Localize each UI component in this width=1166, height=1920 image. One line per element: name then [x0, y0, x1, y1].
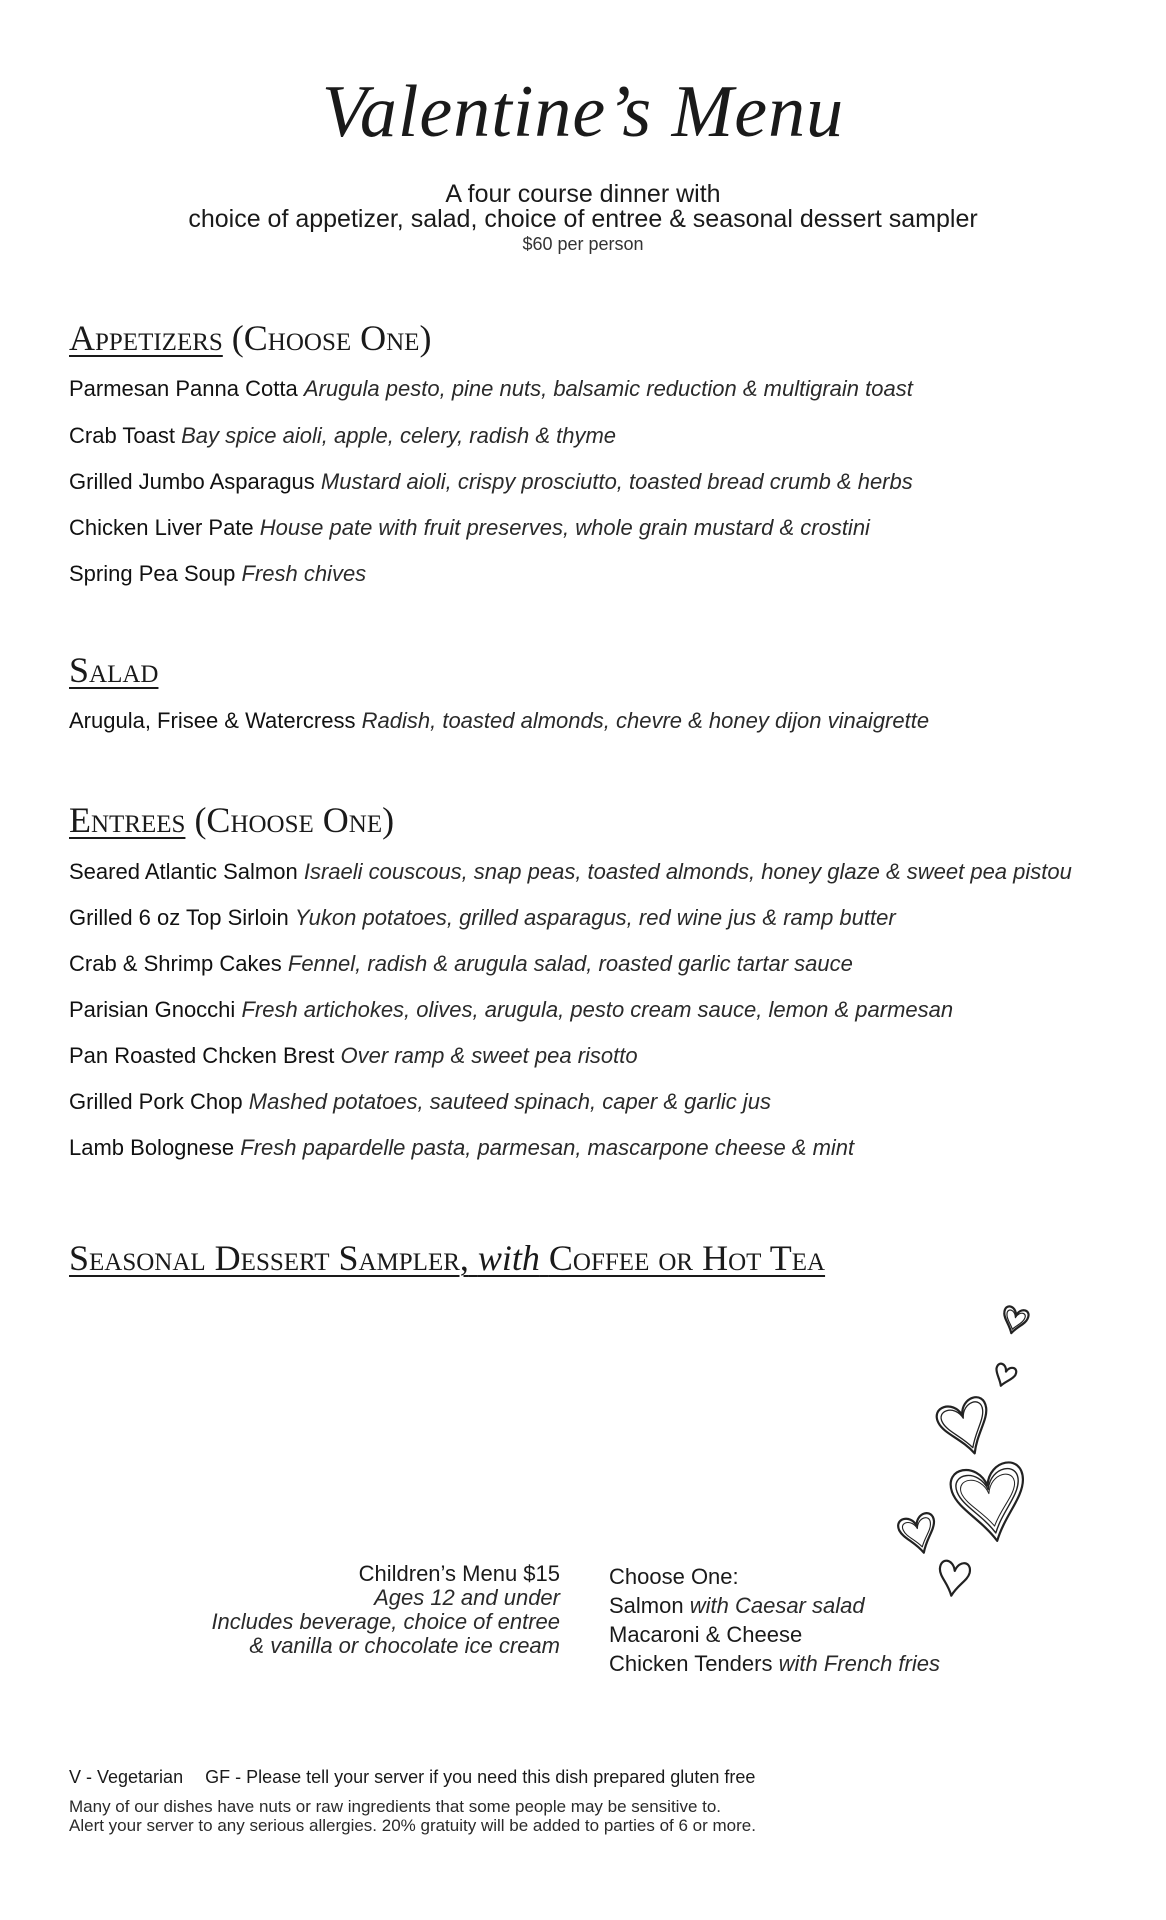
- item-name: Pan Roasted Chcken Brest: [69, 1043, 335, 1068]
- item-description: Mashed potatoes, sauteed spinach, caper & garlic jus: [248, 1089, 771, 1114]
- childrens-menu-info: [211, 1562, 560, 1658]
- item-description: Bay spice aioli, apple, celery, radish & thyme: [181, 423, 617, 448]
- item-name: Lamb Bolognese: [69, 1135, 235, 1160]
- option-name: Salmon: [609, 1593, 684, 1618]
- item-description: Fennel, radish & arugula salad, roasted garlic tartar sauce: [287, 951, 853, 976]
- intro-price: $60 per person: [522, 234, 644, 254]
- entree-item: [69, 857, 1072, 887]
- item-name: Grilled Pork Chop: [69, 1089, 243, 1114]
- dessert-heading-part2: Coffee or Hot Tea: [548, 1238, 826, 1278]
- childrens-menu-title: Children’s Menu $15: [358, 1561, 560, 1586]
- item-name: Parmesan Panna Cotta: [69, 376, 298, 401]
- allergy-note-line-1: Many of our dishes have nuts or raw ingredients that some people may be sensitive to.: [69, 1797, 722, 1816]
- item-name: Grilled Jumbo Asparagus: [69, 469, 315, 494]
- option-name: Macaroni & Cheese: [609, 1622, 803, 1647]
- item-name: Chicken Liver Pate: [69, 515, 254, 540]
- item-description: House pate with fruit preserves, whole grain mustard & crostini: [259, 515, 870, 540]
- intro-line-2: choice of appetizer, salad, choice of entree & seasonal dessert sampler: [188, 205, 978, 233]
- item-description: Mustard aioli, crispy prosciutto, toasted bread crumb & herbs: [320, 469, 913, 494]
- allergy-note: [69, 1797, 756, 1835]
- item-description: Fresh chives: [241, 561, 367, 586]
- menu-intro: [0, 182, 1166, 256]
- appetizer-item: [69, 513, 870, 543]
- item-description: Israeli couscous, snap peas, toasted almonds, honey glaze & sweet pea pistou: [303, 859, 1072, 884]
- heart-icon: [897, 1512, 942, 1558]
- dessert-heading-with: with: [477, 1238, 540, 1278]
- appetizer-item: [69, 421, 616, 451]
- dessert-heading-part1: Seasonal Dessert Sampler,: [69, 1238, 469, 1278]
- heart-icon: [948, 1460, 1033, 1547]
- childrens-option: [609, 1591, 940, 1620]
- entree-item: [69, 1087, 771, 1117]
- heart-icon: [991, 1363, 1017, 1390]
- item-name: Arugula, Frisee & Watercress: [69, 708, 356, 733]
- item-name: Spring Pea Soup: [69, 561, 236, 586]
- entree-item: [69, 1133, 854, 1163]
- gluten-free-key: GF - Please tell your server if you need this dish prepared gluten free: [205, 1767, 756, 1787]
- salad-heading-title: Salad: [69, 650, 159, 690]
- item-description: Over ramp & sweet pea risotto: [340, 1043, 638, 1068]
- item-name: Grilled 6 oz Top Sirloin: [69, 905, 289, 930]
- heart-icon: [999, 1305, 1029, 1336]
- menu-title: Valentine’s Menu: [321, 71, 845, 153]
- childrens-menu-includes-2: & vanilla or chocolate ice cream: [249, 1633, 560, 1658]
- vegetarian-key: V - Vegetarian: [69, 1767, 184, 1787]
- heart-icon: [936, 1560, 971, 1598]
- appetizer-item: [69, 467, 913, 497]
- childrens-option: [609, 1620, 940, 1649]
- salad-item: [69, 706, 929, 736]
- childrens-menu-choose: Choose One:: [609, 1564, 739, 1589]
- entrees-heading-title: Entrees: [69, 800, 186, 840]
- allergy-note-line-2: Alert your server to any serious allergies. 20% gratuity will be added to parties of 6 or more.: [69, 1816, 756, 1835]
- childrens-menu-includes-1: Includes beverage, choice of entree: [211, 1609, 560, 1634]
- option-name: Chicken Tenders: [609, 1651, 773, 1676]
- childrens-menu-ages: Ages 12 and under: [374, 1585, 560, 1610]
- appetizer-item: [69, 374, 913, 404]
- dietary-key: [69, 1765, 755, 1789]
- item-name: Seared Atlantic Salmon: [69, 859, 298, 884]
- dessert-heading-title: [69, 1238, 825, 1278]
- option-description: with French fries: [778, 1651, 940, 1676]
- entree-item: [69, 995, 953, 1025]
- appetizers-heading-title: Appetizers: [69, 318, 223, 358]
- item-name: Parisian Gnocchi: [69, 997, 236, 1022]
- salad-heading: [69, 650, 158, 690]
- entree-item: [69, 903, 896, 933]
- item-description: Arugula pesto, pine nuts, balsamic reduction & multigrain toast: [303, 376, 913, 401]
- childrens-option: [609, 1649, 940, 1678]
- appetizers-heading-note: (Choose One): [231, 318, 432, 358]
- intro-line-1: A four course dinner with: [445, 180, 721, 208]
- item-description: Yukon potatoes, grilled asparagus, red wine jus & ramp butter: [294, 905, 896, 930]
- appetizers-heading: [69, 318, 431, 358]
- entrees-heading: [69, 800, 394, 840]
- heart-icon: [934, 1395, 999, 1461]
- dessert-heading: [69, 1238, 825, 1278]
- item-name: Crab & Shrimp Cakes: [69, 951, 282, 976]
- item-description: Radish, toasted almonds, chevre & honey dijon vinaigrette: [361, 708, 930, 733]
- item-description: Fresh papardelle pasta, parmesan, mascarpone cheese & mint: [240, 1135, 855, 1160]
- item-description: Fresh artichokes, olives, arugula, pesto cream sauce, lemon & parmesan: [241, 997, 954, 1022]
- option-description: with Caesar salad: [689, 1593, 865, 1618]
- childrens-menu-options: [609, 1562, 940, 1678]
- entree-item: [69, 949, 853, 979]
- appetizer-item: [69, 559, 366, 589]
- entrees-heading-note: (Choose One): [194, 800, 395, 840]
- item-name: Crab Toast: [69, 423, 175, 448]
- entree-item: [69, 1041, 638, 1071]
